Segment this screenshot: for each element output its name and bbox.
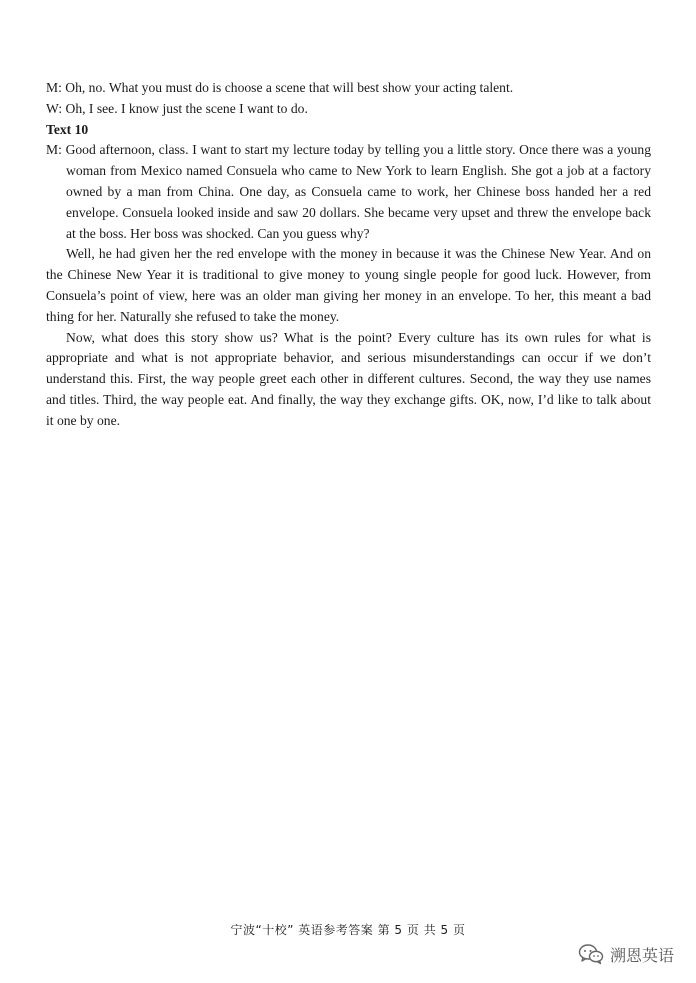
section-heading: Text 10 [46, 121, 89, 137]
paragraph-1: M: Good afternoon, class. I want to start my lecture today by telling you a little story. Once there was a young woman from Mexico named Consuela who came to New York to learn English. She got a job at a factory owned by a man from China. One day, as Consuela came to work, her Chinese boss handed her a red envelope. Consuela looked inside and saw 20 dollars. She became very upset and threw the envelope back at the boss. Her boss was shocked. Can you guess why? [46, 142, 651, 241]
watermark [578, 940, 674, 968]
paragraph-3: Now, what does this story show us? What is the point? Every culture has its own rules for what is appropriate and what is not appropriate behavior, and serious misunderstandings can occur if we don’t understand this. First, the way people greet each other in different cultures. Second, the way they use names and titles. Third, the way people eat. And finally, the way they exchange gifts. OK, now, I’d like to talk about it one by one. [46, 329, 651, 428]
page-footer: 宁波“十校” 英语参考答案 第 5 页 共 5 页 [230, 923, 466, 937]
paragraph-2: Well, he had given her the red envelope with the money in because it was the Chinese New Year. And on the Chinese New Year it is traditional to give money to young single people for good luck. However, from Consuela’s point of view, here was an older man giving her money in an envelope. To her, this meant a bad thing for her. Naturally she refused to take the money. [46, 246, 651, 324]
dialogue-line-w: W: Oh, I see. I know just the scene I want to do. [46, 100, 308, 116]
dialogue-line-m: M: Oh, no. What you must do is choose a scene that will best show your acting talent. [46, 80, 514, 95]
document-body [46, 78, 651, 432]
wechat-icon [578, 943, 604, 965]
watermark-label: 溯恩英语 [609, 945, 674, 965]
